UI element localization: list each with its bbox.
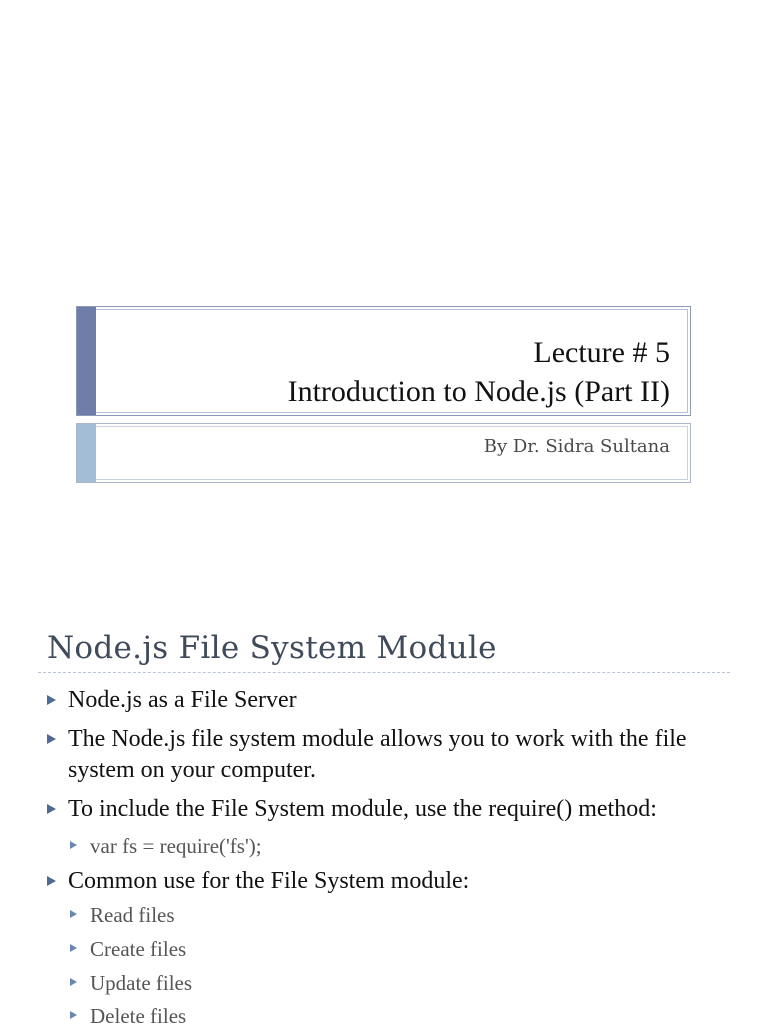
sub-bullet-text: Update files: [90, 971, 193, 995]
sub-bullet-text: Delete files: [90, 1004, 187, 1028]
sub-bullet-text: var fs = require('fs');: [90, 834, 262, 858]
triangle-bullet-icon: [70, 944, 77, 952]
sub-bullet-text: Read files: [90, 903, 175, 927]
triangle-bullet-icon: [70, 978, 77, 986]
slide-heading: Node.js File System Module: [47, 630, 497, 666]
triangle-bullet-icon: [47, 734, 56, 744]
content-slide: [0, 576, 768, 1028]
slide-subtitle: By Dr. Sidra Sultana: [483, 436, 670, 457]
title-box: [76, 306, 691, 416]
triangle-bullet-icon: [47, 804, 56, 814]
triangle-bullet-icon: [70, 1011, 77, 1019]
triangle-bullet-icon: [47, 695, 56, 705]
bullet-text: The Node.js file system module allows you to work with the file system on your computer.: [68, 726, 687, 783]
bullet-text: Node.js as a File Server: [68, 687, 297, 713]
triangle-bullet-icon: [70, 841, 77, 849]
title-accent-bar: [77, 307, 96, 415]
subtitle-accent-bar: [77, 424, 96, 482]
title-line-1: Lecture # 5: [533, 336, 670, 369]
subtitle-box: [76, 423, 691, 483]
bullet-text: To include the File System module, use the require() method:: [68, 796, 657, 822]
heading-divider: [38, 672, 730, 673]
triangle-bullet-icon: [47, 876, 56, 886]
triangle-bullet-icon: [70, 910, 77, 918]
sub-bullet-text: Create files: [90, 937, 187, 961]
title-line-2: Introduction to Node.js (Part II): [287, 375, 670, 408]
slide-title: [288, 333, 670, 411]
bullet-text: Common use for the File System module:: [68, 868, 470, 894]
